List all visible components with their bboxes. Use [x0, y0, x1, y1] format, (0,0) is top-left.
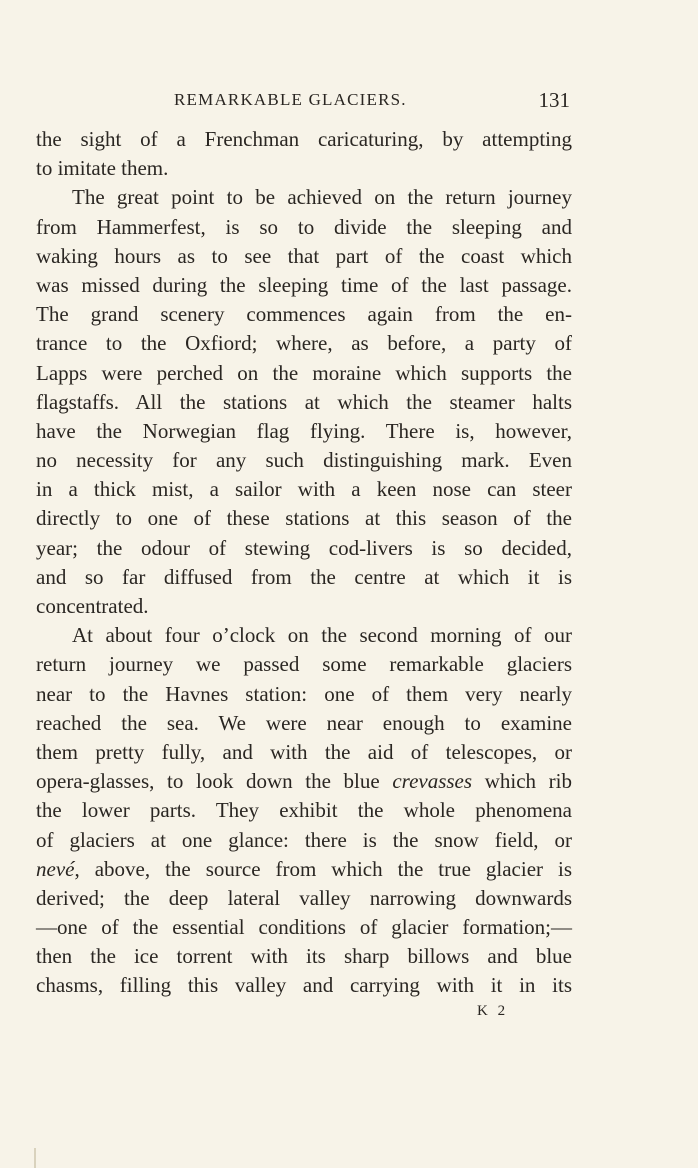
binding-mark — [34, 1148, 36, 1168]
text-line: derived; the deep lateral valley narrowing downwards — [36, 885, 572, 910]
text-line: return journey we passed some remarkable glaciers — [36, 652, 572, 677]
signature-mark: K 2 — [477, 1003, 509, 1019]
text-line: no necessity for any such distinguishing mark. Even — [36, 448, 572, 473]
text-line: from Hammerfest, is so to divide the sleeping and — [36, 214, 572, 239]
text-line: concentrated. — [36, 594, 149, 618]
text-line: Lapps were perched on the moraine which supports the — [36, 360, 572, 385]
text-line: trance to the Oxfiord; where, as before, a party of — [36, 331, 572, 356]
text-line: flagstaffs. All the stations at which the steamer halts — [36, 389, 572, 414]
text-line: opera-glasses, to look down the blue crevasses which rib — [36, 769, 572, 794]
text-line: the lower parts. They exhibit the whole phenomena — [36, 798, 572, 823]
text-line: of glaciers at one glance: there is the snow field, or — [36, 827, 572, 852]
text-line: to imitate them. — [36, 156, 169, 181]
text-line: —one of the essential conditions of glacier formation;— — [36, 915, 572, 940]
body-text — [36, 125, 572, 1001]
text-line: The grand scenery commences again from the en- — [36, 302, 572, 327]
text-line: nevé, above, the source from which the true glacier is — [36, 856, 572, 881]
text-line: then the ice torrent with its sharp billows and blue — [36, 944, 572, 969]
text-line: At about four o’clock on the second morning of our — [72, 623, 572, 648]
text-line: and so far diffused from the centre at which it is — [36, 564, 572, 589]
text-line: in a thick mist, a sailor with a keen nose can steer — [36, 477, 572, 502]
running-head — [174, 86, 570, 114]
text-line: have the Norwegian flag flying. There is, however, — [36, 418, 572, 443]
text-line: near to the Havnes station: one of them very nearly — [36, 681, 572, 706]
text-line: the sight of a Frenchman caricaturing, by attempting — [36, 127, 572, 151]
text-line: The great point to be achieved on the return journey — [72, 185, 572, 210]
page-number: 131 — [538, 88, 570, 112]
text-line: reached the sea. We were near enough to examine — [36, 710, 572, 735]
text-line: chasms, filling this valley and carrying with it in its — [36, 973, 572, 998]
text-line: directly to one of these stations at this season of the — [36, 506, 572, 531]
text-line: waking hours as to see that part of the coast which — [36, 243, 572, 268]
text-line: was missed during the sleeping time of the last passage. — [36, 272, 572, 297]
running-title: REMARKABLE GLACIERS. — [174, 90, 407, 109]
italic-term-neve: nevé — [36, 856, 75, 881]
text-line: year; the odour of stewing cod-livers is so decided, — [36, 535, 572, 560]
text-line: them pretty fully, and with the aid of telescopes, or — [36, 739, 572, 764]
italic-term-crevasses: crevasses — [392, 769, 473, 794]
